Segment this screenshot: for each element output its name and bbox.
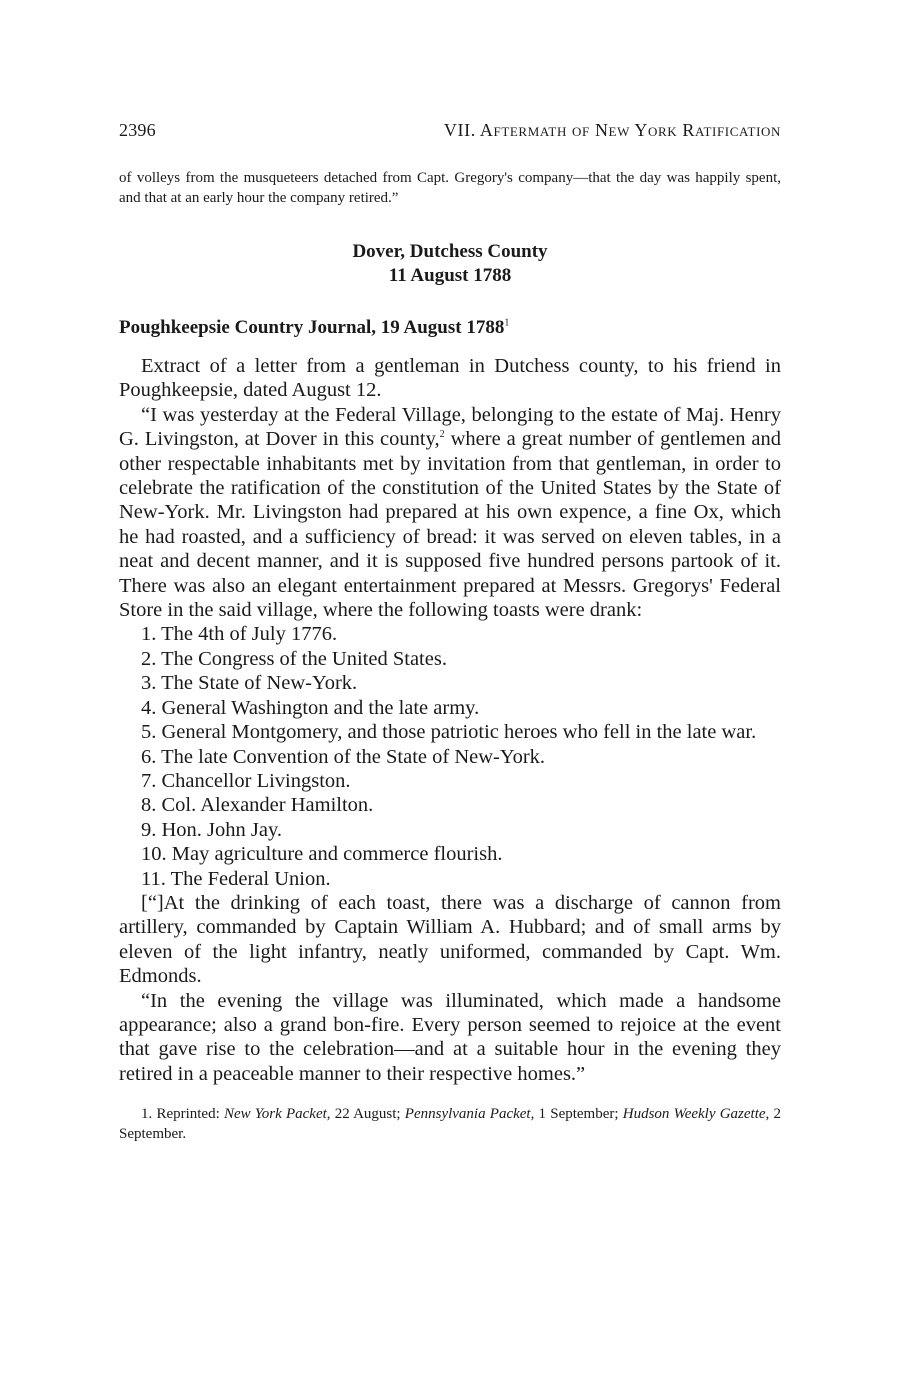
source-new-york-packet: New York Packet <box>223 1106 327 1123</box>
running-head <box>119 120 781 148</box>
footnote-date-2: , 1 September; <box>530 1106 623 1123</box>
source-heading <box>119 316 781 340</box>
toast-item: 9. Hon. John Jay. <box>141 818 283 841</box>
toast-item: 2. The Congress of the United States. <box>141 647 447 670</box>
toast-item: 10. May agriculture and commerce flourish. <box>141 843 503 866</box>
date-heading: 11 August 1788 <box>388 265 512 286</box>
intro-paragraph: Extract of a letter from a gentleman in Dutchess county, to his friend in Poughkeepsie, dated August 12. <box>119 355 781 402</box>
toast-item: 8. Col. Alexander Hamilton. <box>141 794 374 817</box>
toast-item: 5. General Montgomery, and those patriotic heroes who fell in the late war. <box>141 721 757 744</box>
footnote-ref-1: 1 <box>504 317 510 329</box>
section-heading <box>119 240 781 288</box>
footnote-date-1: , 22 August; <box>326 1106 405 1123</box>
letter-text-start: “I was yesterday at the Federal Village, belonging to the estate of Maj. Henry G. Livingston, at Dover in this county, <box>119 403 781 451</box>
place-heading: Dover, Dutchess County <box>352 241 548 262</box>
letter-paragraph <box>119 403 781 623</box>
source-pennsylvania-packet: Pennsylvania Packet <box>404 1106 531 1123</box>
evening-paragraph: “In the evening the village was illuminated, which made a handsome appearance; also a grand bon-fire. Every person seemed to rejoice at the event that gave rise to the celebration—and at a suitable hour in the evening they retired in a peaceable manner to their respective homes.” <box>119 989 781 1085</box>
footnote-date-3: , 2 September. <box>119 1106 781 1143</box>
toast-item: 1. The 4th of July 1776. <box>141 623 338 646</box>
source-title: Poughkeepsie Country Journal, 19 August 1788 <box>119 317 505 338</box>
toast-item: 11. The Federal Union. <box>141 867 331 890</box>
footnote-1 <box>119 1104 781 1144</box>
carry-over-text: of volleys from the musqueteers detached from Capt. Gregory's company—that the day was happily spent, and that at an early hour the company retired.” <box>119 170 781 206</box>
page-number: 2396 <box>119 120 156 140</box>
document-page <box>119 120 781 1144</box>
article-body <box>119 354 781 1086</box>
footnote-ref-2: 2 <box>439 429 445 441</box>
toast-item: 4. General Washington and the late army. <box>141 696 480 719</box>
letter-text-end: where a great number of gentlemen and other respectable inhabitants met by invitation from that gentleman, in order to celebrate the ratification of the constitution of the United States by the State of New-York. Mr. Livingston had prepared at his own expence, a fine Ox, which he had roasted, and a sufficiency of bread: it was served on eleven tables, in a neat and decent manner, and it is supposed five hundred persons partook of it. There was also an elegant entertainment prepared at Messrs. Gregorys' Federal Store in the said village, where the following toasts were drank: <box>119 428 781 622</box>
discharge-paragraph: [“]At the drinking of each toast, there was a discharge of cannon from artillery, commanded by Captain William A. Hubbard; and of small arms by eleven of the light infantry, neatly uniformed, commanded by Capt. Wm. Edmonds. <box>119 891 781 988</box>
toast-item: 7. Chancellor Livingston. <box>141 769 351 792</box>
footnote-prefix: 1. Reprinted: <box>141 1106 224 1123</box>
toast-item: 3. The State of New-York. <box>141 672 358 695</box>
source-hudson-weekly-gazette: Hudson Weekly Gazette <box>622 1106 766 1123</box>
running-title: VII. Aftermath of New York Ratification <box>443 120 781 140</box>
toast-item: 6. The late Convention of the State of New-York. <box>141 745 546 768</box>
